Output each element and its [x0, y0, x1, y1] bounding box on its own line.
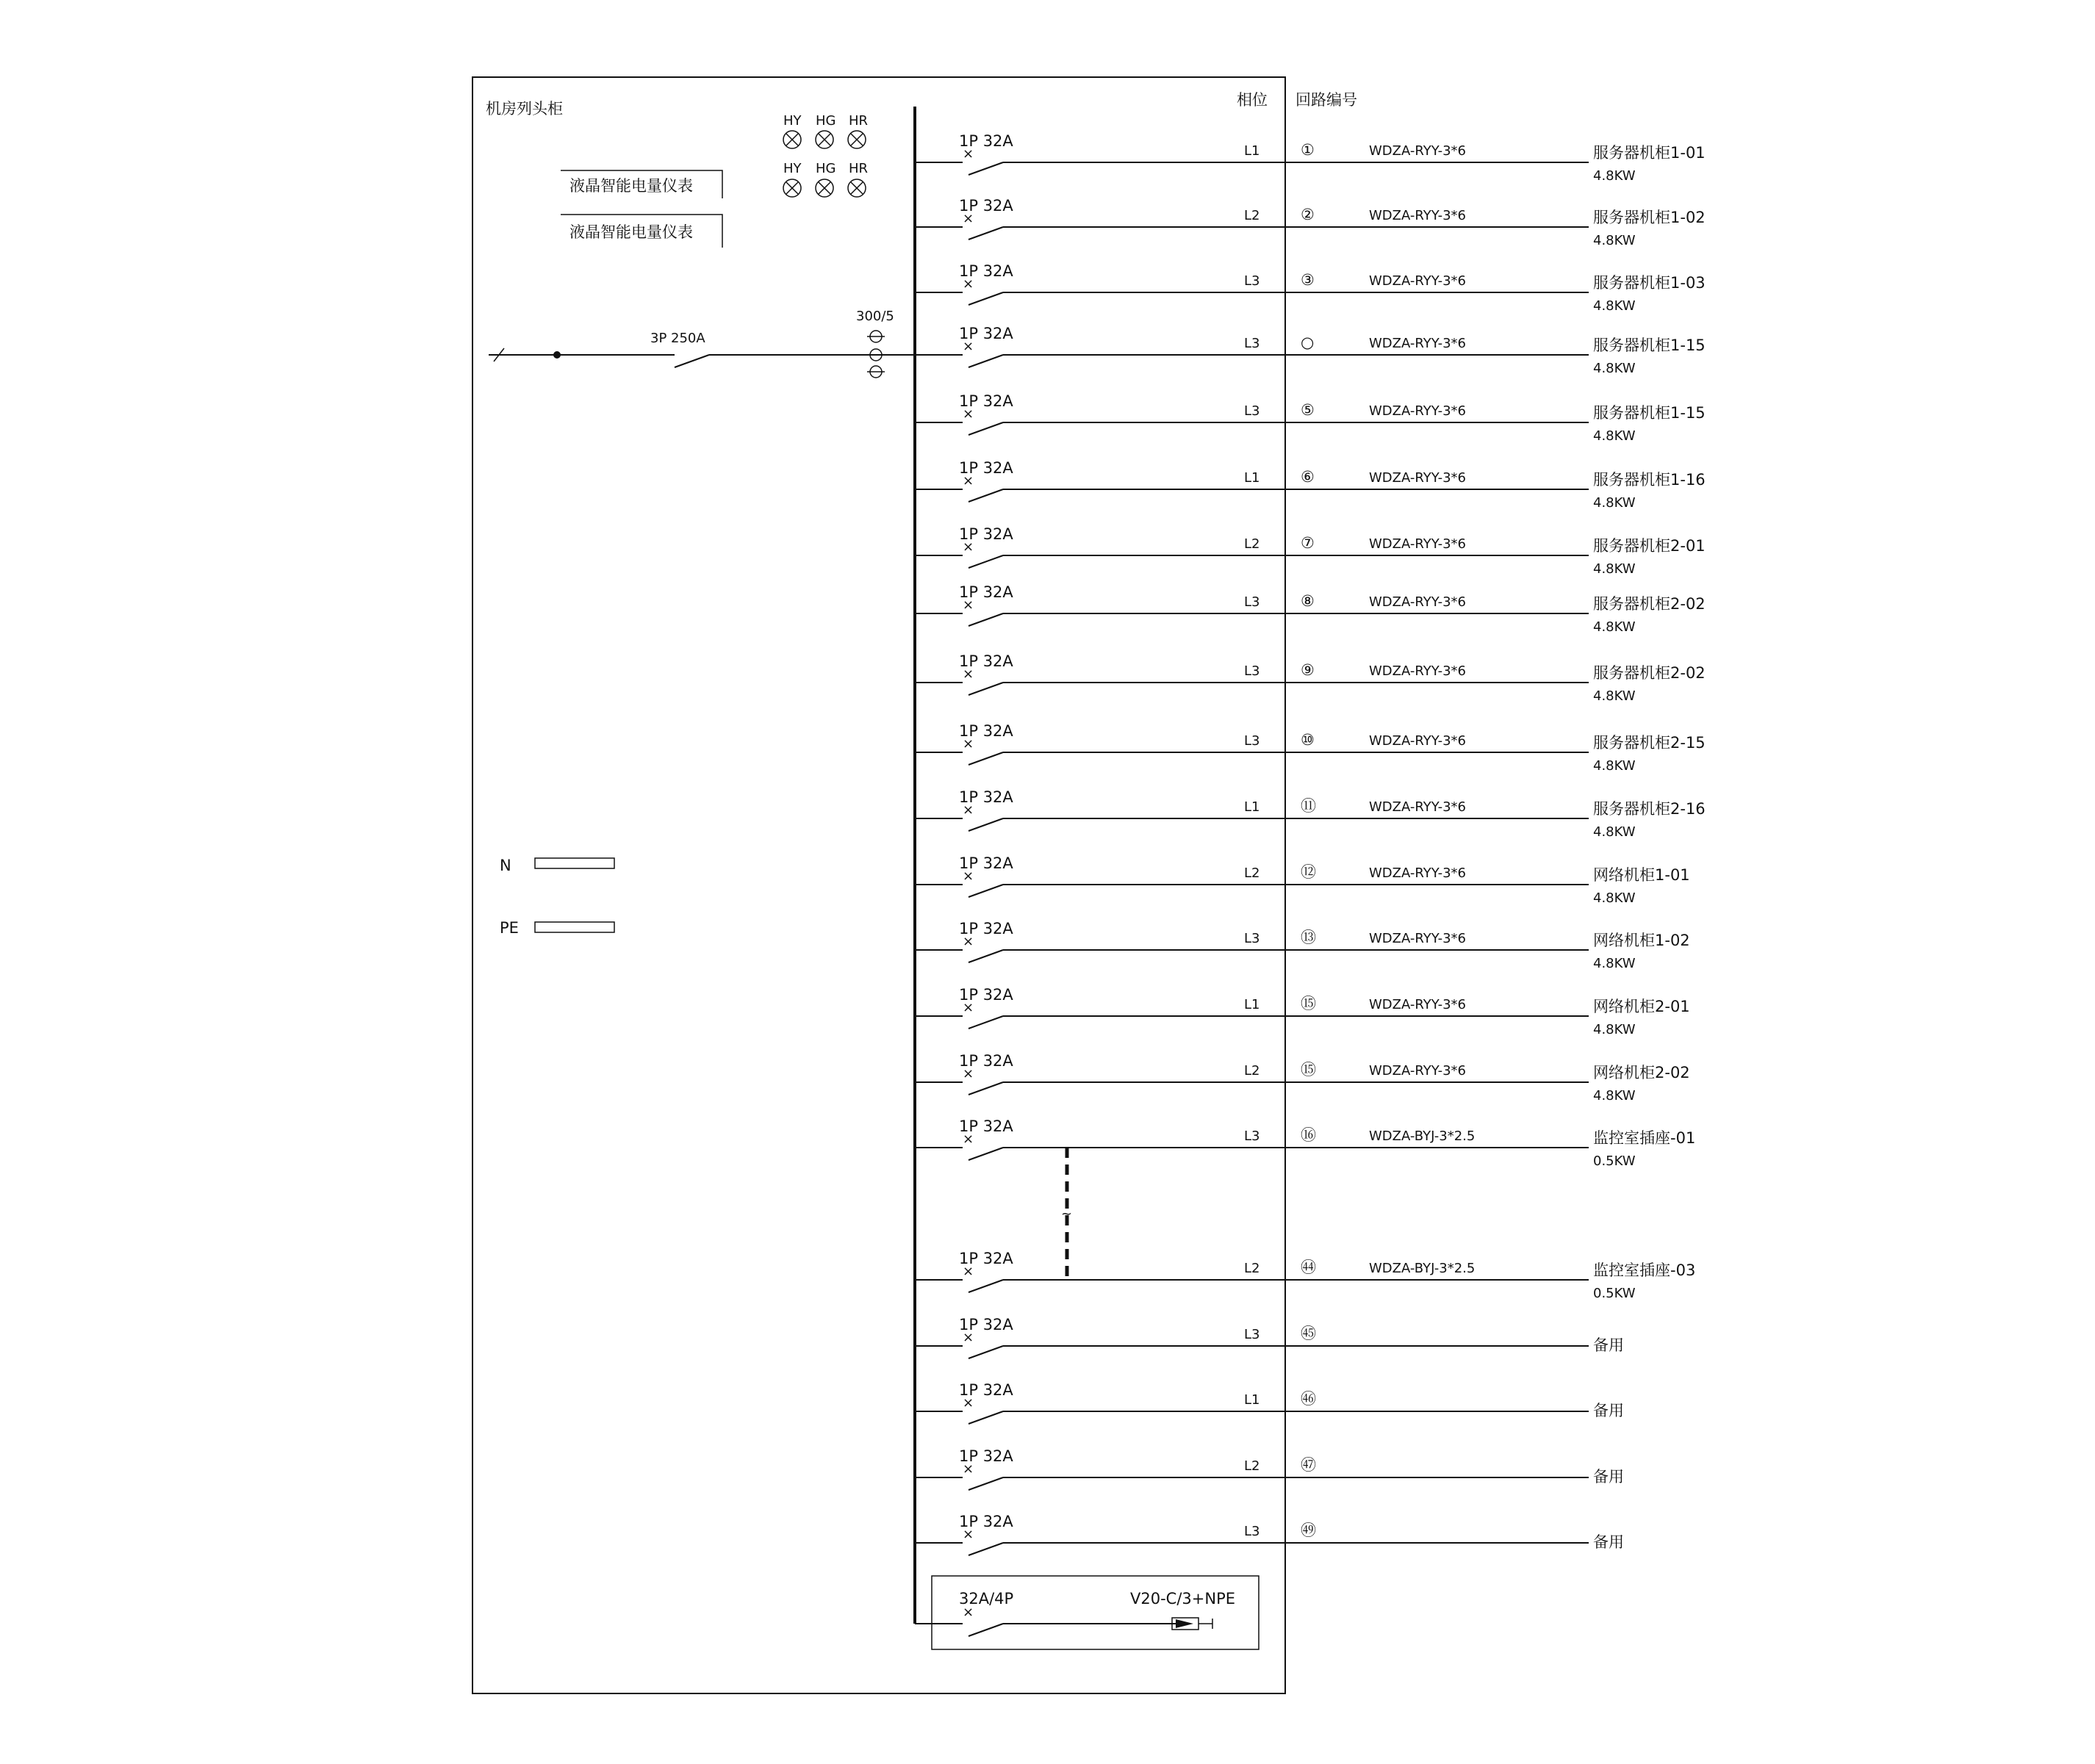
load-power: 4.8KW	[1593, 298, 1636, 314]
circuit-row	[915, 1117, 1695, 1169]
breaker-x-mark: ×	[963, 1264, 974, 1279]
breaker-rating: 1P 32A	[959, 459, 1013, 477]
cable-spec: WDZA-RYY-3*6	[1369, 799, 1467, 815]
lamp-icon	[816, 179, 833, 197]
circuit-number: ③	[1301, 271, 1315, 289]
load-power: 4.8KW	[1593, 168, 1636, 184]
cable-spec: WDZA-RYY-3*6	[1369, 208, 1467, 223]
cable-spec: WDZA-RYY-3*6	[1369, 336, 1467, 351]
load-name: 网络机柜2-01	[1593, 998, 1690, 1015]
panel-title: 机房列头柜	[486, 100, 563, 118]
breaker-x-mark: ×	[963, 934, 974, 949]
load-power: 4.8KW	[1593, 1022, 1636, 1037]
load-power: 0.5KW	[1593, 1153, 1636, 1169]
circuit-row	[915, 1250, 1695, 1301]
breaker-contact	[969, 355, 1003, 367]
phase-label: L3	[1244, 403, 1260, 419]
load-name: 监控室插座-01	[1593, 1129, 1696, 1147]
breaker-rating: 1P 32A	[959, 1447, 1013, 1465]
load-power: 4.8KW	[1593, 233, 1636, 248]
circuit-number: ㊾	[1301, 1522, 1316, 1539]
breaker-contact	[969, 885, 1003, 897]
phase-label: L3	[1244, 594, 1260, 610]
breaker-x-mark: ×	[963, 597, 974, 613]
circuit-number: ⑯	[1301, 1126, 1316, 1144]
load-name: 服务器机柜1-16	[1593, 471, 1706, 489]
breaker-x-mark: ×	[963, 802, 974, 818]
breaker-x-mark: ×	[963, 211, 974, 226]
lamp-label-hg-top: HG	[816, 113, 836, 129]
load-power: 4.8KW	[1593, 361, 1636, 376]
indicator-lamps	[783, 113, 868, 197]
circuit-number: ⑦	[1301, 534, 1315, 552]
phase-label: L2	[1244, 865, 1260, 881]
load-name: 服务器机柜1-15	[1593, 404, 1706, 422]
breaker-rating: 1P 32A	[959, 583, 1013, 601]
breaker-x-mark: ×	[963, 1000, 974, 1015]
circuit-row	[915, 854, 1690, 906]
circuit-row	[915, 262, 1706, 314]
load-power: 4.8KW	[1593, 561, 1636, 577]
load-name: 服务器机柜2-01	[1593, 537, 1706, 555]
breaker-x-mark: ×	[963, 1395, 974, 1411]
circuit-row	[915, 132, 1706, 184]
circuit-number: ㊹	[1301, 1259, 1316, 1276]
breaker-rating: 1P 32A	[959, 197, 1013, 215]
meter-2-label: 液晶智能电量仪表	[569, 223, 693, 241]
breaker-rating: 1P 32A	[959, 1381, 1013, 1399]
n-bar-label: N	[500, 857, 511, 874]
phase-label: L3	[1244, 273, 1260, 289]
circuit-number: ⑩	[1301, 731, 1315, 749]
circuit-row	[915, 525, 1706, 577]
breaker-contact	[969, 162, 1003, 175]
circuit-number: ⑤	[1301, 401, 1315, 419]
circuit-row	[915, 1513, 1624, 1555]
header-phase: 相位	[1237, 91, 1268, 109]
circuit-row	[915, 1447, 1624, 1490]
lamp-icon	[783, 131, 801, 148]
lamp-label-hy-bottom: HY	[783, 161, 802, 176]
lamp-label-hr-top: HR	[849, 113, 869, 129]
circuit-row	[915, 197, 1706, 248]
circuit-row	[915, 1316, 1624, 1358]
pe-bar-label: PE	[500, 919, 519, 937]
circuit-number: ㊻	[1301, 1390, 1316, 1408]
breaker-contact	[969, 1148, 1003, 1160]
breaker-rating: 1P 32A	[959, 132, 1013, 150]
load-name: 服务器机柜1-01	[1593, 144, 1706, 162]
circuit-row	[915, 986, 1690, 1037]
load-name: 网络机柜1-02	[1593, 932, 1690, 949]
breaker-rating: 1P 32A	[959, 854, 1013, 872]
breaker-rating: 1P 32A	[959, 525, 1013, 543]
breaker-rating: 1P 32A	[959, 920, 1013, 937]
breaker-contact	[969, 613, 1003, 626]
phase-label: L3	[1244, 931, 1260, 946]
lamp-icon	[848, 179, 866, 197]
circuit-number: ①	[1301, 141, 1315, 159]
load-name: 备用	[1593, 1402, 1624, 1419]
circuit-row	[915, 920, 1690, 971]
cable-spec: WDZA-RYY-3*6	[1369, 273, 1467, 289]
breaker-x-mark: ×	[963, 1131, 974, 1147]
circuit-row	[915, 1381, 1624, 1424]
lamp-icon	[816, 131, 833, 148]
breaker-rating: 1P 32A	[959, 262, 1013, 280]
load-name: 服务器机柜1-02	[1593, 209, 1706, 226]
load-power: 4.8KW	[1593, 956, 1636, 971]
circuit-row	[915, 392, 1706, 444]
load-name: 服务器机柜2-16	[1593, 800, 1706, 818]
breaker-contact	[969, 1280, 1003, 1292]
cable-spec: WDZA-RYY-3*6	[1369, 536, 1467, 552]
breaker-contact	[969, 1477, 1003, 1490]
load-power: 4.8KW	[1593, 890, 1636, 906]
spd-breaker-label: 32A/4P	[959, 1590, 1014, 1608]
breaker-rating: 1P 32A	[959, 1052, 1013, 1070]
pe-bar	[535, 922, 614, 932]
breaker-contact	[969, 1346, 1003, 1358]
circuit-number: ⑬	[1301, 929, 1316, 946]
header-circuit-number: 回路编号	[1296, 91, 1357, 109]
phase-label: L3	[1244, 336, 1260, 351]
circuit-number: ⑮	[1301, 995, 1316, 1012]
breaker-rating: 1P 32A	[959, 986, 1013, 1004]
phase-label: L1	[1244, 1392, 1260, 1408]
phase-label: L3	[1244, 663, 1260, 679]
circuit-row	[915, 722, 1706, 774]
circuit-row	[915, 1052, 1690, 1104]
phase-label: L2	[1244, 1261, 1260, 1276]
meter-2	[561, 215, 722, 248]
breaker-contact	[969, 555, 1003, 568]
surge-arrester-icon	[1172, 1618, 1212, 1630]
circuit-row	[915, 788, 1706, 840]
breaker-contact	[969, 227, 1003, 240]
circuit-number: ⑨	[1301, 661, 1315, 679]
breaker-contact	[969, 1016, 1003, 1029]
breaker-rating: 1P 32A	[959, 1513, 1013, 1530]
load-name: 服务器机柜1-03	[1593, 274, 1706, 292]
load-power: 4.8KW	[1593, 758, 1636, 774]
breaker-x-mark: ×	[963, 406, 974, 422]
surge-protector	[915, 1576, 1259, 1649]
circuit-number: ⑥	[1301, 468, 1315, 486]
cable-spec: WDZA-RYY-3*6	[1369, 594, 1467, 610]
phase-label: L3	[1244, 733, 1260, 749]
load-name: 网络机柜1-01	[1593, 866, 1690, 884]
breaker-rating: 1P 32A	[959, 1316, 1013, 1333]
cable-spec: WDZA-RYY-3*6	[1369, 143, 1467, 159]
breaker-x-mark: ×	[963, 868, 974, 884]
load-name: 服务器机柜1-15	[1593, 336, 1706, 354]
load-name: 备用	[1593, 1533, 1624, 1551]
breaker-contact	[969, 489, 1003, 502]
circuit-number: ○	[1301, 334, 1315, 351]
circuit-row	[915, 583, 1706, 635]
lamp-icon	[848, 131, 866, 148]
circuit-number: ㊺	[1301, 1325, 1316, 1342]
breaker-x-mark: ×	[963, 1527, 974, 1542]
breaker-contact	[969, 950, 1003, 962]
circuit-row	[915, 325, 1706, 376]
meter-1	[561, 170, 722, 198]
cable-spec: WDZA-RYY-3*6	[1369, 1063, 1467, 1079]
breaker-x-mark: ×	[963, 473, 974, 489]
phase-label: L1	[1244, 997, 1260, 1012]
phase-label: L1	[1244, 799, 1260, 815]
load-power: 4.8KW	[1593, 1088, 1636, 1104]
load-power: 4.8KW	[1593, 824, 1636, 840]
load-name: 服务器机柜2-15	[1593, 734, 1706, 752]
main-breaker-label: 3P 250A	[650, 331, 705, 346]
spd-model-label: V20-C/3+NPE	[1130, 1590, 1236, 1608]
phase-label: L1	[1244, 143, 1260, 159]
phase-label: L2	[1244, 536, 1260, 552]
n-bar	[535, 858, 614, 868]
breaker-x-mark: ×	[963, 539, 974, 555]
load-name: 备用	[1593, 1336, 1624, 1354]
breaker-x-mark: ×	[963, 146, 974, 162]
cable-spec: WDZA-RYY-3*6	[1369, 733, 1467, 749]
breaker-rating: 1P 32A	[959, 1250, 1013, 1267]
cable-spec: WDZA-RYY-3*6	[1369, 931, 1467, 946]
load-name: 服务器机柜2-02	[1593, 664, 1706, 682]
cable-spec: WDZA-RYY-3*6	[1369, 663, 1467, 679]
load-power: 4.8KW	[1593, 495, 1636, 511]
cable-spec: WDZA-RYY-3*6	[1369, 865, 1467, 881]
cable-spec: WDZA-RYY-3*6	[1369, 470, 1467, 486]
cable-spec: WDZA-BYJ-3*2.5	[1369, 1261, 1476, 1276]
circuit-row	[915, 652, 1706, 704]
breaker-contact	[969, 422, 1003, 435]
breaker-rating: 1P 32A	[959, 1117, 1013, 1135]
circuit-row	[915, 459, 1706, 511]
spd-x-mark: ×	[963, 1605, 974, 1620]
omitted-circuits-mark: ~	[1061, 1206, 1073, 1222]
lamp-icon	[783, 179, 801, 197]
load-name: 网络机柜2-02	[1593, 1064, 1690, 1081]
load-name: 监控室插座-03	[1593, 1261, 1696, 1279]
breaker-rating: 1P 32A	[959, 722, 1013, 740]
breaker-contact	[969, 1411, 1003, 1424]
load-power: 4.8KW	[1593, 428, 1636, 444]
circuit-number: ②	[1301, 206, 1315, 223]
lamp-label-hg-bottom: HG	[816, 161, 836, 176]
phase-label: L2	[1244, 208, 1260, 223]
breaker-contact	[969, 1543, 1003, 1555]
cable-spec: WDZA-RYY-3*6	[1369, 403, 1467, 419]
circuit-list	[915, 132, 1706, 1555]
load-power: 4.8KW	[1593, 619, 1636, 635]
breaker-rating: 1P 32A	[959, 652, 1013, 670]
breaker-x-mark: ×	[963, 276, 974, 292]
circuit-number: ⑪	[1301, 797, 1316, 815]
breaker-x-mark: ×	[963, 736, 974, 752]
meter-1-label: 液晶智能电量仪表	[569, 177, 693, 195]
breaker-contact	[969, 683, 1003, 695]
breaker-contact	[969, 1082, 1003, 1095]
main-incoming-feeder	[489, 309, 915, 378]
breaker-x-mark: ×	[963, 339, 974, 354]
ct-ratio-label: 300/5	[856, 309, 894, 324]
breaker-x-mark: ×	[963, 1066, 974, 1081]
phase-label: L3	[1244, 1128, 1260, 1144]
cable-spec: WDZA-BYJ-3*2.5	[1369, 1128, 1476, 1144]
breaker-rating: 1P 32A	[959, 392, 1013, 410]
lamp-label-hr-bottom: HR	[849, 161, 869, 176]
circuit-number: ⑫	[1301, 863, 1316, 881]
lamp-label-hy-top: HY	[783, 113, 802, 129]
phase-label: L1	[1244, 470, 1260, 486]
breaker-x-mark: ×	[963, 1330, 974, 1345]
breaker-contact	[969, 752, 1003, 765]
load-power: 0.5KW	[1593, 1286, 1636, 1301]
breaker-rating: 1P 32A	[959, 788, 1013, 806]
load-name: 备用	[1593, 1468, 1624, 1486]
circuit-number: ㊼	[1301, 1456, 1316, 1474]
phase-label: L3	[1244, 1327, 1260, 1342]
breaker-contact	[969, 818, 1003, 831]
load-power: 4.8KW	[1593, 688, 1636, 704]
circuit-number: ⑧	[1301, 592, 1315, 610]
breaker-contact	[969, 292, 1003, 305]
load-name: 服务器机柜2-02	[1593, 595, 1706, 613]
cable-spec: WDZA-RYY-3*6	[1369, 997, 1467, 1012]
circuit-number: ⑮	[1301, 1061, 1316, 1079]
phase-label: L2	[1244, 1458, 1260, 1474]
phase-label: L3	[1244, 1524, 1260, 1539]
breaker-x-mark: ×	[963, 666, 974, 682]
phase-label: L2	[1244, 1063, 1260, 1079]
breaker-rating: 1P 32A	[959, 325, 1013, 342]
breaker-x-mark: ×	[963, 1461, 974, 1477]
